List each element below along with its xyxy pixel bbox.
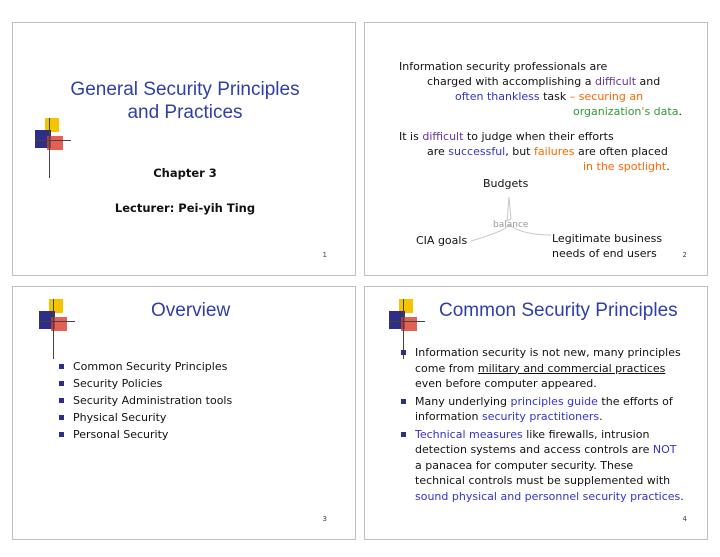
page-number: 2 — [682, 251, 687, 259]
balance-label: balance — [493, 220, 529, 230]
bullet-icon — [59, 364, 64, 369]
legitimate-needs-label: Legitimate business needs of end users — [552, 232, 663, 260]
list-item: Common Security Principles — [59, 358, 232, 375]
slide-3 — [12, 286, 356, 540]
bullet-paragraph: Many underlying principles guide the efforts of information security practitioners. — [399, 394, 705, 425]
paragraph-2: It is difficult to judge when their efforts are successful, but failures are often placed in the spotlight. — [399, 130, 670, 173]
bullet-icon — [401, 350, 406, 355]
bullet-icon — [401, 432, 406, 437]
slide-3-title: Overview — [151, 300, 231, 321]
slide-1 — [12, 22, 356, 276]
lecturer-label: Lecturer: Pei-yih Ting — [114, 201, 256, 215]
slide-4 — [364, 286, 708, 540]
title-line-1: General Security Principles — [70, 79, 300, 100]
principles-bullets — [399, 345, 705, 506]
bullet-icon — [401, 399, 406, 404]
page-number: 1 — [322, 251, 327, 259]
bullet-icon — [59, 381, 64, 386]
bullet-paragraph: Technical measures like firewalls, intrusion detection systems and access controls are NOT a panacea for computer security. These technical controls must be supplemented with sound physical and personnel security practices. — [399, 427, 705, 505]
list-item: Physical Security — [59, 409, 232, 426]
chapter-label: Chapter 3 — [153, 166, 217, 180]
slide-2 — [364, 22, 708, 276]
list-item: Security Administration tools — [59, 392, 232, 409]
title-line-2: and Practices — [127, 102, 243, 123]
page-number: 4 — [682, 515, 687, 523]
slide-4-title: Common Security Principles — [439, 300, 678, 321]
bullet-icon — [59, 415, 64, 420]
bullet-icon — [59, 398, 64, 403]
budgets-label: Budgets — [483, 177, 529, 190]
decorative-squares-icon — [39, 299, 79, 361]
list-item: Personal Security — [59, 426, 232, 443]
bullet-icon — [59, 432, 64, 437]
overview-list — [59, 358, 232, 443]
page-number: 3 — [322, 515, 327, 523]
paragraph-1: Information security professionals are charged with accomplishing a difficult and often thankless task – securing an organization's data. — [399, 60, 682, 118]
cia-goals-label: CIA goals — [416, 234, 468, 247]
bullet-paragraph: Information security is not new, many principles come from military and commercial practices even before computer appeared. — [399, 345, 705, 392]
list-item: Security Policies — [59, 375, 232, 392]
